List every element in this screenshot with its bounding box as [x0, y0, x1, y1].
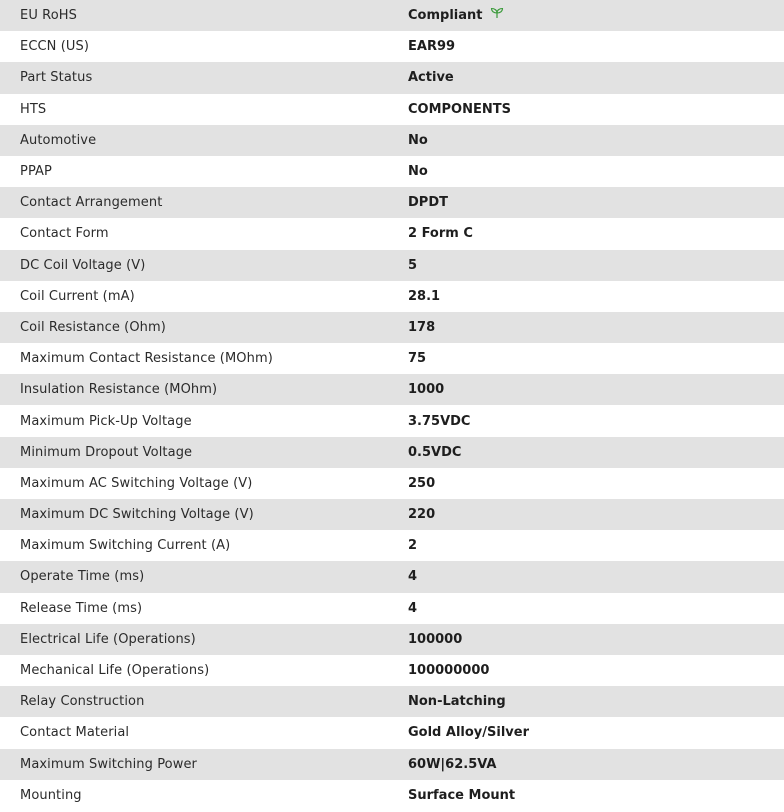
spec-value: 4: [408, 561, 784, 592]
spec-row: [0, 468, 784, 499]
spec-row: [0, 343, 784, 374]
spec-value: 1000: [408, 374, 784, 405]
spec-label: Coil Current (mA): [0, 281, 408, 312]
spec-value: 75: [408, 343, 784, 374]
spec-row: [0, 62, 784, 93]
spec-value: DPDT: [408, 187, 784, 218]
spec-value: Active: [408, 62, 784, 93]
spec-label: Relay Construction: [0, 686, 408, 717]
spec-value: 100000: [408, 624, 784, 655]
leaf-icon: [490, 7, 504, 23]
spec-row: [0, 31, 784, 62]
spec-row: [0, 780, 784, 811]
spec-label: Maximum DC Switching Voltage (V): [0, 499, 408, 530]
spec-value: 4: [408, 593, 784, 624]
spec-value: 250: [408, 468, 784, 499]
spec-label: Mounting: [0, 780, 408, 811]
spec-row: [0, 530, 784, 561]
spec-value: EAR99: [408, 31, 784, 62]
spec-row: [0, 499, 784, 530]
spec-row: [0, 250, 784, 281]
spec-row: [0, 94, 784, 125]
spec-value: 5: [408, 250, 784, 281]
spec-label: Contact Material: [0, 717, 408, 748]
spec-value: COMPONENTS: [408, 94, 784, 125]
spec-value-cell: [408, 0, 784, 31]
spec-label: ECCN (US): [0, 31, 408, 62]
spec-label: Release Time (ms): [0, 593, 408, 624]
spec-label: Maximum Contact Resistance (MOhm): [0, 343, 408, 374]
spec-value: 100000000: [408, 655, 784, 686]
spec-value: 60W|62.5VA: [408, 749, 784, 780]
spec-label: Maximum AC Switching Voltage (V): [0, 468, 408, 499]
spec-label: Contact Arrangement: [0, 187, 408, 218]
spec-value: Non-Latching: [408, 686, 784, 717]
spec-label: Part Status: [0, 62, 408, 93]
spec-value: 2: [408, 530, 784, 561]
spec-value: Gold Alloy/Silver: [408, 717, 784, 748]
spec-label: Contact Form: [0, 218, 408, 249]
spec-row: [0, 437, 784, 468]
spec-value: No: [408, 125, 784, 156]
spec-row: [0, 187, 784, 218]
spec-label: Minimum Dropout Voltage: [0, 437, 408, 468]
spec-value: No: [408, 156, 784, 187]
spec-row: [0, 156, 784, 187]
spec-row: [0, 0, 784, 31]
spec-value: 220: [408, 499, 784, 530]
spec-value: Compliant: [408, 8, 483, 24]
spec-row: [0, 218, 784, 249]
spec-row: [0, 655, 784, 686]
spec-label: Electrical Life (Operations): [0, 624, 408, 655]
spec-row: [0, 593, 784, 624]
spec-label: Maximum Pick-Up Voltage: [0, 405, 408, 436]
spec-label: Coil Resistance (Ohm): [0, 312, 408, 343]
spec-row: [0, 405, 784, 436]
spec-label: PPAP: [0, 156, 408, 187]
spec-row: [0, 281, 784, 312]
spec-value: 3.75VDC: [408, 405, 784, 436]
spec-row: [0, 312, 784, 343]
spec-label: EU RoHS: [0, 0, 408, 31]
spec-row: [0, 374, 784, 405]
spec-label: Automotive: [0, 125, 408, 156]
spec-row: [0, 717, 784, 748]
spec-row: [0, 624, 784, 655]
spec-row: [0, 686, 784, 717]
spec-value: 2 Form C: [408, 218, 784, 249]
spec-value: Surface Mount: [408, 780, 784, 811]
spec-label: Mechanical Life (Operations): [0, 655, 408, 686]
spec-label: Maximum Switching Power: [0, 749, 408, 780]
spec-label: Maximum Switching Current (A): [0, 530, 408, 561]
spec-row: [0, 749, 784, 780]
spec-label: Operate Time (ms): [0, 561, 408, 592]
spec-value: 178: [408, 312, 784, 343]
spec-value: 0.5VDC: [408, 437, 784, 468]
spec-label: HTS: [0, 94, 408, 125]
spec-row: [0, 125, 784, 156]
spec-value: 28.1: [408, 281, 784, 312]
spec-label: DC Coil Voltage (V): [0, 250, 408, 281]
spec-row: [0, 561, 784, 592]
spec-label: Insulation Resistance (MOhm): [0, 374, 408, 405]
